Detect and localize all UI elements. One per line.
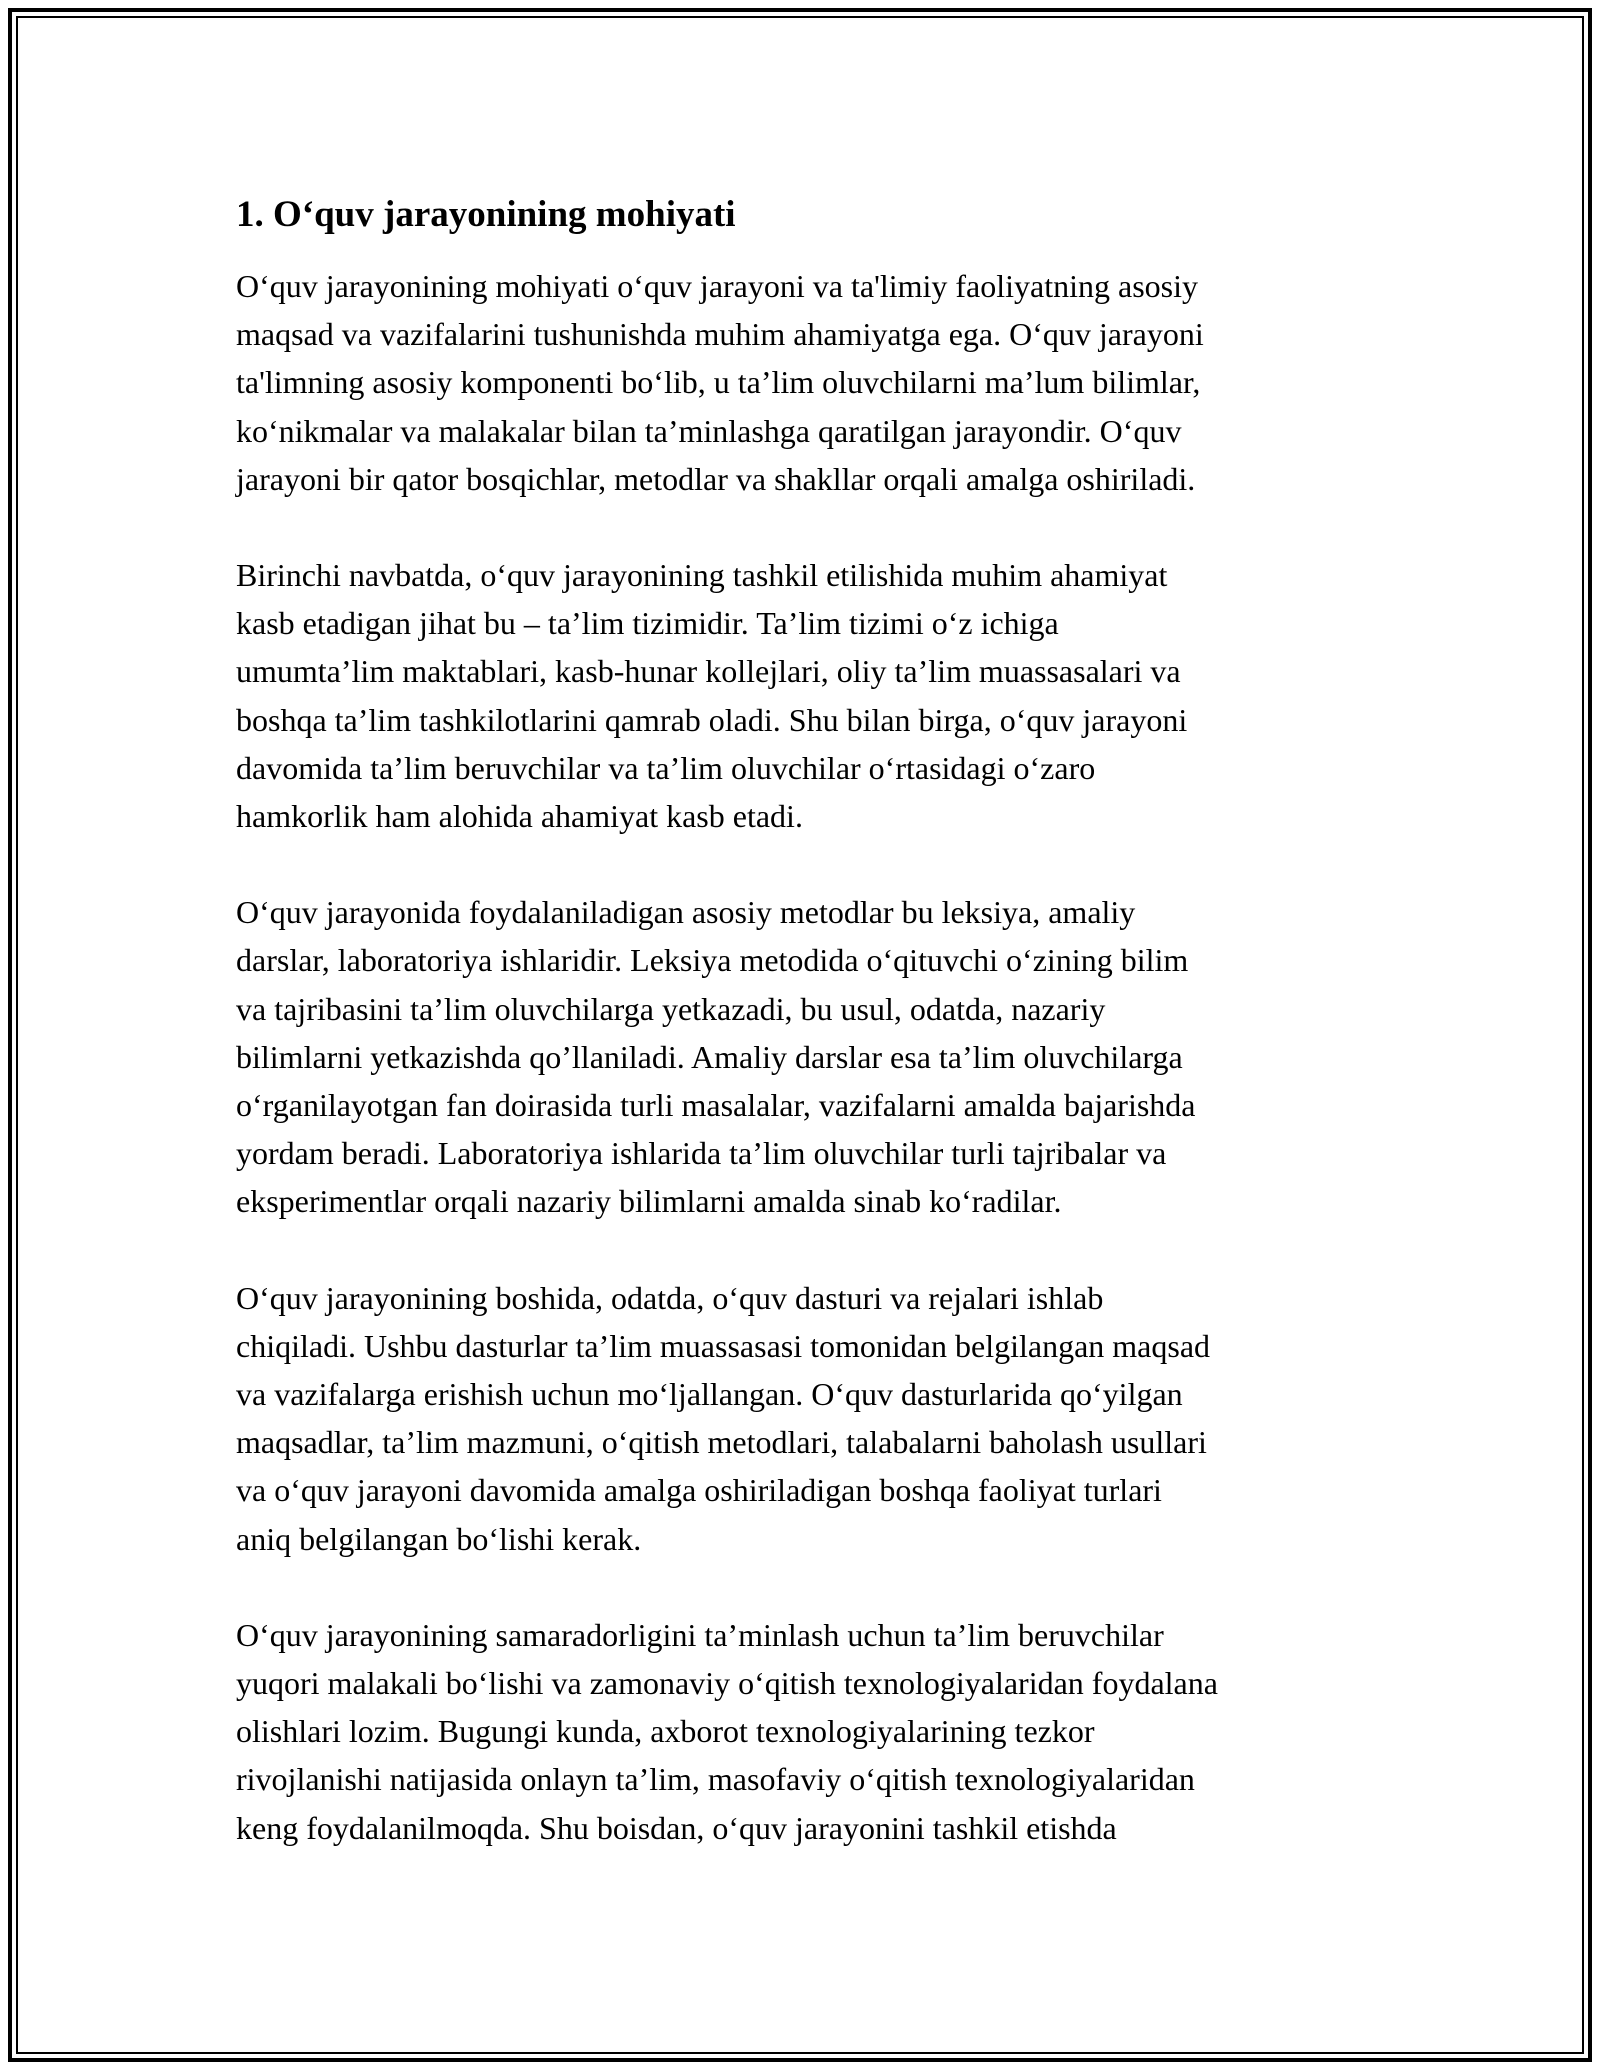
text-line: O‘quv jarayonining mohiyati o‘quv jarayoni va ta'limiy faoliyatning asosiy <box>236 268 1199 304</box>
text-line: o‘rganilayotgan fan doirasida turli masalalar, vazifalarni amalda bajarishda <box>236 1087 1196 1124</box>
paragraph-3 <box>236 888 1366 1225</box>
section-heading: 1. O‘quv jarayonining mohiyati <box>236 194 736 235</box>
text-line: yuqori malakali bo‘lishi va zamonaviy o‘qitish texnologiyalaridan foydalana <box>236 1665 1218 1702</box>
text-line: darslar, laboratoriya ishlaridir. Leksiya metodida o‘qituvchi o‘zining bilim <box>236 942 1189 979</box>
text-line: aniq belgilangan bo‘lishi kerak. <box>236 1520 642 1557</box>
text-line: maqsad va vazifalarini tushunishda muhim ahamiyatga ega. O‘quv jarayoni <box>236 316 1204 353</box>
text-line: bilimlarni yetkazishda qo’llaniladi. Amaliy darslar esa ta’lim oluvchilarga <box>236 1038 1183 1075</box>
text-line: ta'limning asosiy komponenti bo‘lib, u ta’lim oluvchilarni ma’lum bilimlar, <box>236 364 1201 401</box>
text-line: kasb etadigan jihat bu – ta’lim tizimidir. Ta’lim tizimi o‘z ichiga <box>236 605 1059 642</box>
text-line: keng foydalanilmoqda. Shu boisdan, o‘quv jarayonini tashkil etishda <box>236 1809 1117 1846</box>
text-line: umumta’lim maktablari, kasb-hunar kollejlari, oliy ta’lim muassasalari va <box>236 653 1181 690</box>
paragraph-2 <box>236 551 1366 840</box>
text-line: O‘quv jarayonining boshida, odatda, o‘quv dasturi va rejalari ishlab <box>236 1279 1104 1316</box>
text-line: O‘quv jarayonining samaradorligini ta’minlash uchun ta’lim beruvchilar <box>236 1616 1164 1653</box>
text-line: maqsadlar, ta’lim mazmuni, o‘qitish metodlari, talabalarni baholash usullari <box>236 1424 1207 1461</box>
text-line: eksperimentlar orqali nazariy bilimlarni amalda sinab ko‘radilar. <box>236 1183 1062 1220</box>
paragraph-1 <box>236 262 1366 503</box>
text-line: va o‘quv jarayoni davomida amalga oshiriladigan boshqa faoliyat turlari <box>236 1472 1162 1509</box>
text-line: hamkorlik ham alohida ahamiyat kasb etadi. <box>236 798 803 835</box>
text-line: olishlari lozim. Bugungi kunda, axborot texnologiyalarining tezkor <box>236 1713 1095 1750</box>
text-line: va tajribasini ta’lim oluvchilarga yetkazadi, bu usul, odatda, nazariy <box>236 990 1106 1027</box>
text-line: ko‘nikmalar va malakalar bilan ta’minlashga qaratilgan jarayondir. O‘quv <box>236 412 1182 449</box>
paragraph-5 <box>236 1611 1366 1852</box>
text-line: jarayoni bir qator bosqichlar, metodlar va shakllar orqali amalga oshiriladi. <box>236 460 1196 497</box>
text-line: va vazifalarga erishish uchun mo‘ljallangan. O‘quv dasturlarida qo‘yilgan <box>236 1376 1183 1413</box>
text-line: Birinchi navbatda, o‘quv jarayonining tashkil etilishida muhim ahamiyat <box>236 557 1168 594</box>
text-line: davomida ta’lim beruvchilar va ta’lim oluvchilar o‘rtasidagi o‘zaro <box>236 749 1096 786</box>
paragraph-4 <box>236 1274 1366 1563</box>
text-line: rivojlanishi natijasida onlayn ta’lim, masofaviy o‘qitish texnologiyalaridan <box>236 1761 1195 1798</box>
text-line: yordam beradi. Laboratoriya ishlarida ta’lim oluvchilar turli tajribalar va <box>236 1135 1167 1172</box>
document-body <box>236 186 1366 1900</box>
text-line: chiqiladi. Ushbu dasturlar ta’lim muassasasi tomonidan belgilangan maqsad <box>236 1327 1211 1364</box>
text-line: O‘quv jarayonida foydalaniladigan asosiy metodlar bu leksiya, amaliy <box>236 894 1136 931</box>
text-line: boshqa ta’lim tashkilotlarini qamrab oladi. Shu bilan birga, o‘quv jarayoni <box>236 701 1188 738</box>
